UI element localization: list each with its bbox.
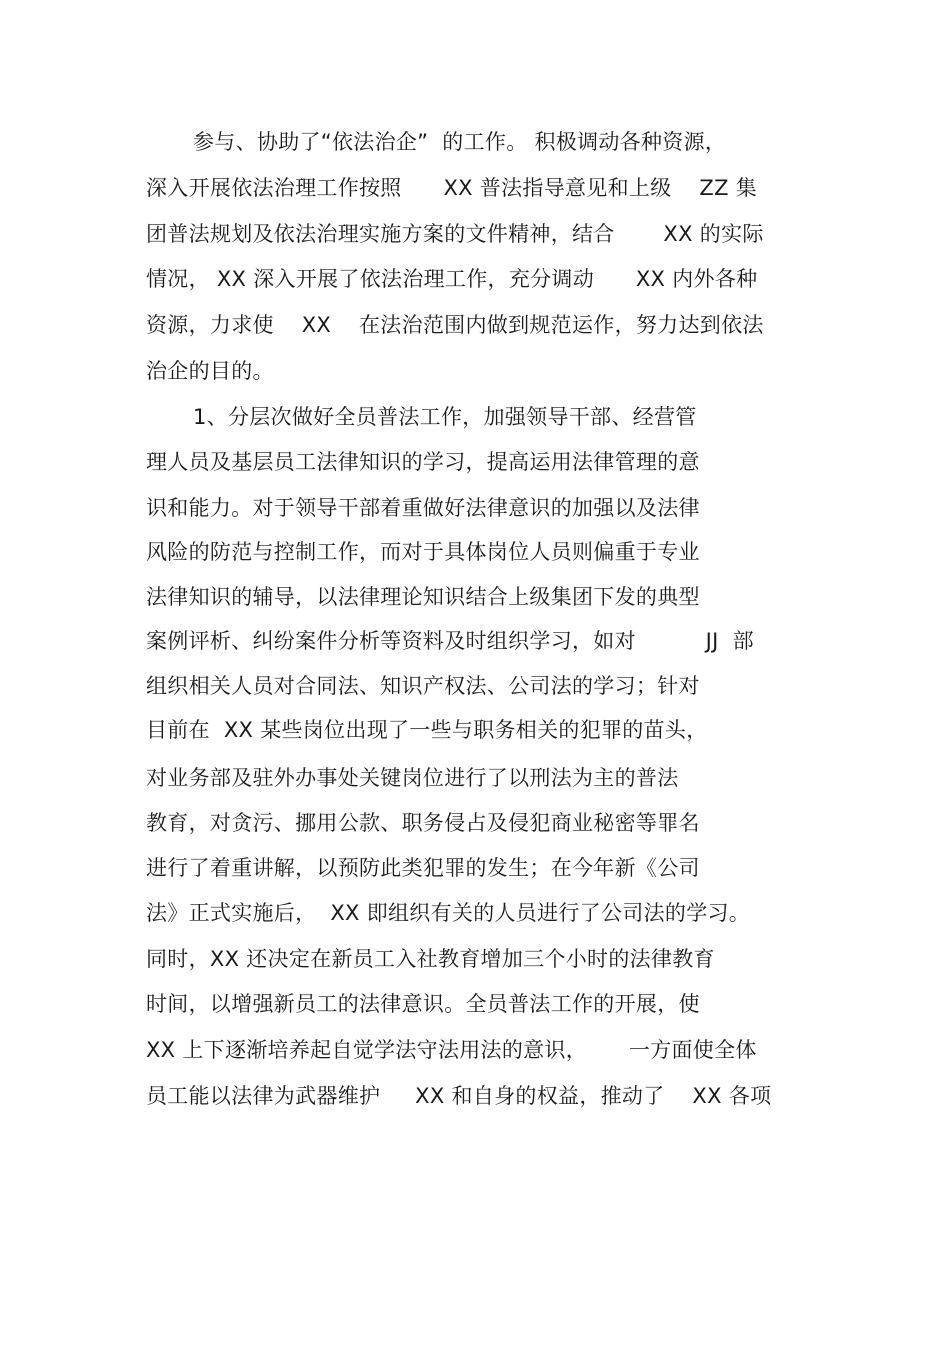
paragraph-1-line-4: 情况， XX 深入开展了依法治理工作，充分调动 XX 内外各种 bbox=[146, 267, 758, 291]
paragraph-1-line-5: 资源，力求使 XX 在法治范围内做到规范运作，努力达到依法 bbox=[146, 313, 764, 337]
paragraph-2-line-13: 同时，XX 还决定在新员工入社教育增加三个小时的法律教育 bbox=[146, 947, 715, 971]
paragraph-2-line-12: 法》正式实施后， XX 即组织有关的人员进行了公司法的学习。 bbox=[146, 901, 751, 925]
paragraph-2-line-7: 组织相关人员对合同法、知识产权法、公司法的学习；针对 bbox=[146, 674, 700, 698]
paragraph-2-line-8: 目前在 XX 某些岗位出现了一些与职务相关的犯罪的苗头， bbox=[146, 718, 708, 742]
paragraph-2-line-16: 员工能以法律为武器维护 XX 和自身的权益，推动了 XX 各项 bbox=[146, 1084, 772, 1108]
paragraph-1-line-3: 团普法规划及依法治理实施方案的文件精神，结合 XX 的实际 bbox=[146, 222, 764, 246]
paragraph-2-line-10: 教育，对贪污、挪用公款、职务侵占及侵犯商业秘密等罪名 bbox=[146, 811, 700, 835]
paragraph-2-line-14: 时间，以增强新员工的法律意识。全员普法工作的开展，使 bbox=[146, 992, 700, 1016]
paragraph-2-line-9: 对业务部及驻外办事处关键岗位进行了以刑法为主的普法 bbox=[146, 766, 679, 790]
paragraph-2-line-1: 1、分层次做好全员普法工作，加强领导干部、经营管 bbox=[193, 405, 697, 429]
paragraph-2-line-15: XX 上下逐渐培养起自觉学法守法用法的意识， 一方面使全体 bbox=[146, 1038, 757, 1062]
paragraph-1-line-2: 深入开展依法治理工作按照 XX 普法指导意见和上级 ZZ 集 bbox=[146, 176, 758, 200]
paragraph-2-line-5: 法律知识的辅导，以法律理论知识结合上级集团下发的典型 bbox=[146, 585, 700, 609]
paragraph-2-line-6: 案例评析、纠纷案件分析等资料及时组织学习，如对 JJ 部 bbox=[146, 629, 754, 653]
paragraph-2-line-2: 理人员及基层员工法律知识的学习，提高运用法律管理的意 bbox=[146, 450, 700, 474]
paragraph-1-line-1: 参与、协助了“依法治企” 的工作。 积极调动各种资源， bbox=[193, 130, 727, 154]
paragraph-2-line-4: 风险的防范与控制工作，而对于具体岗位人员则偏重于专业 bbox=[146, 540, 700, 564]
paragraph-2-line-3: 识和能力。对于领导干部着重做好法律意识的加强以及法律 bbox=[146, 496, 700, 520]
paragraph-2-line-11: 进行了着重讲解，以预防此类犯罪的发生；在今年新《公司 bbox=[146, 856, 700, 880]
paragraph-1-line-6: 治企的目的。 bbox=[146, 359, 274, 383]
